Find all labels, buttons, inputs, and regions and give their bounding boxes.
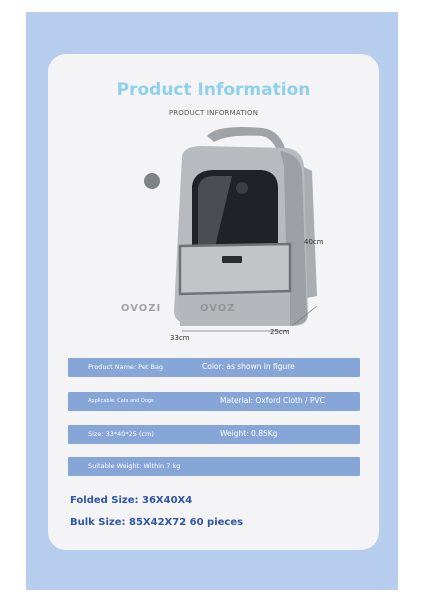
spec-size: Size: 33*40*25 (cm) xyxy=(88,430,154,438)
spec-band-1 xyxy=(68,358,360,377)
dimension-width: 33cm xyxy=(170,334,190,342)
page-subtitle: PRODUCT INFORMATION xyxy=(168,109,259,117)
spec-product-name: Product Name: Pet Bag xyxy=(88,363,164,371)
product-info-card xyxy=(48,54,379,550)
spec-band-2 xyxy=(68,392,360,411)
watermark-right: OVOZ xyxy=(200,303,236,314)
spec-weight: Weight: 0.85Kg xyxy=(220,429,278,438)
spec-band-3 xyxy=(68,425,360,444)
page-title: Product Information xyxy=(116,80,311,100)
bulk-size: Bulk Size: 85X42X72 60 pieces xyxy=(70,517,244,528)
spec-applicable: Applicable: Cats and Dogs xyxy=(88,398,154,404)
spec-color: Color: as shown in figure xyxy=(202,362,295,371)
watermark-left: OVOZI xyxy=(121,303,162,314)
spec-material: Material: Oxford Cloth / PVC xyxy=(220,396,325,405)
dimension-height: 40cm xyxy=(304,238,324,246)
spec-suitable-weight: Suitable Weight: Within 7 kg xyxy=(88,462,181,470)
folded-size: Folded Size: 36X40X4 xyxy=(70,495,193,506)
dimension-depth: 25cm xyxy=(270,328,290,336)
spec-band-4 xyxy=(68,457,360,476)
